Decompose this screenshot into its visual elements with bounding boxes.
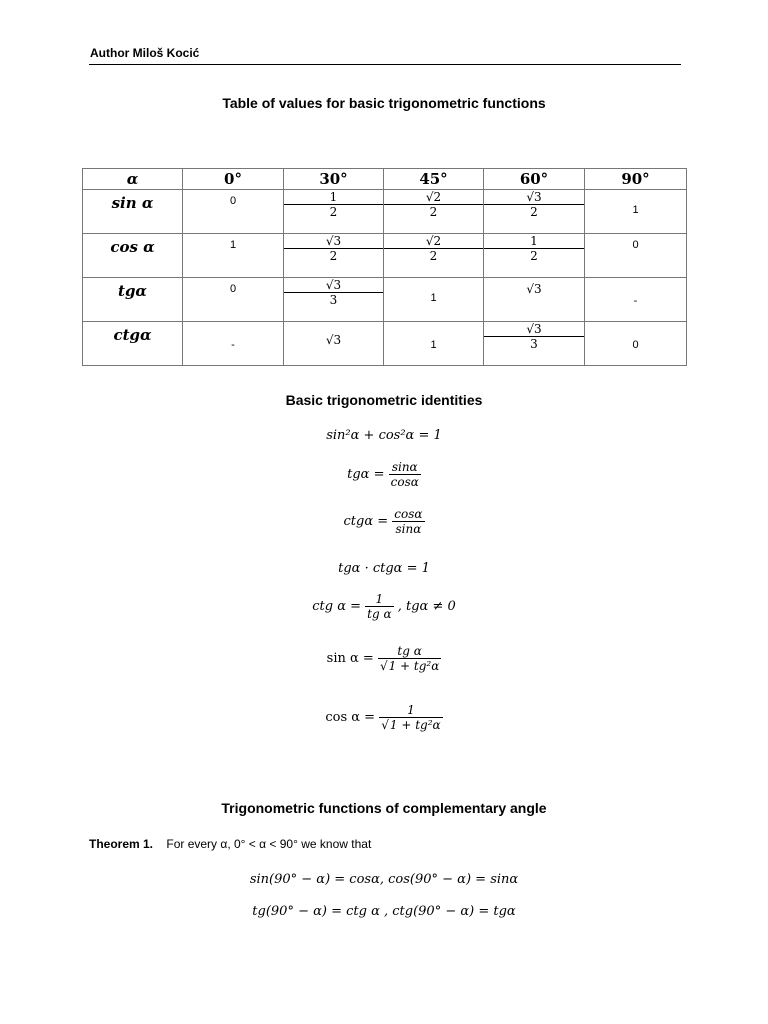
cell-tg-0: 0 (229, 283, 237, 295)
cell-ctg-90: 0 (632, 339, 639, 351)
identity-tangent: tgα = $\frac{\sin\alpha}{\cos\alpha}$ (347, 460, 419, 489)
cell-cos-30: √3 2 (284, 234, 383, 263)
header-cell-30: 30° (284, 169, 384, 190)
row-label-tg: tgα (83, 278, 183, 322)
cell-tg-45: 1 (430, 292, 437, 304)
cell-sin-90: 1 (632, 204, 639, 216)
cell-cos-45: √2 2 (384, 234, 483, 263)
cell-sin-45: √2 2 (384, 190, 483, 219)
header-divider (89, 64, 681, 65)
identity-pythagorean: sin²α + cos²α = 1 (326, 428, 442, 443)
theorem-label: Theorem 1. (89, 837, 154, 851)
cell-ctg-0: - (231, 339, 235, 351)
table-row-sin (83, 190, 687, 234)
complementary-eq-sin-cos: sin(90° − α) = cosα, cos(90° − α) = sinα (249, 872, 519, 887)
table-title: Table of values for basic trigonometric functions (222, 95, 546, 111)
cell-cos-60: 1 2 (484, 234, 584, 263)
header-cell-90: 90° (585, 169, 687, 190)
header-cell-60: 60° (484, 169, 585, 190)
cell-ctg-60: √3 3 (484, 322, 584, 351)
header-cell-alpha: α (83, 169, 183, 190)
header-cell-0: 0° (183, 169, 284, 190)
identity-cosine-from-tg: cos α = $\frac{1}{\text{√1 + tg²α}}$ (325, 703, 441, 732)
theorem-1 (89, 837, 371, 851)
row-label-cos: cos α (83, 234, 183, 278)
identity-cotangent: ctgα = $\frac{\cos\alpha}{\sin\alpha}$ (343, 507, 423, 536)
row-label-sin: sin α (83, 190, 183, 234)
table-row-tg (83, 278, 687, 322)
cell-sin-60: √3 2 (484, 190, 584, 219)
cell-tg-60: √3 (526, 282, 542, 296)
cell-ctg-30: √3 (325, 333, 342, 347)
cell-tg-90: - (633, 295, 638, 307)
header-cell-45: 45° (384, 169, 484, 190)
table-row-ctg (83, 322, 687, 366)
row-label-ctg: ctgα (83, 322, 183, 366)
identities-title: Basic trigonometric identities (285, 392, 483, 408)
cell-tg-30: √3 3 (284, 278, 383, 307)
complementary-eq-tg-ctg: tg(90° − α) = ctg α , ctg(90° − α) = tgα (252, 904, 516, 919)
table-header-row (83, 169, 687, 190)
complementary-title: Trigonometric functions of complementary angle (221, 800, 547, 816)
cell-sin-30: 1 2 (284, 190, 383, 219)
cell-ctg-45: 1 (430, 339, 437, 351)
identity-sine-from-tg: sin α = $\frac{\text{tg α}}{\text{√1 + tg²α}}$ (326, 644, 440, 673)
identity-reciprocal: ctg α = $\frac{1}{\text{tg α}}$ , tgα ≠ 0 (312, 592, 456, 621)
author-header: Author Miloš Kocić (90, 46, 200, 60)
theorem-text: For every α, 0° < α < 90° we know that (166, 837, 372, 851)
cell-cos-90: 0 (632, 239, 639, 251)
identity-product: tgα · ctgα = 1 (338, 561, 430, 576)
cell-cos-0: 1 (229, 239, 237, 251)
table-row-cos (83, 234, 687, 278)
trig-values-table (82, 168, 687, 366)
cell-sin-0: 0 (229, 195, 237, 207)
